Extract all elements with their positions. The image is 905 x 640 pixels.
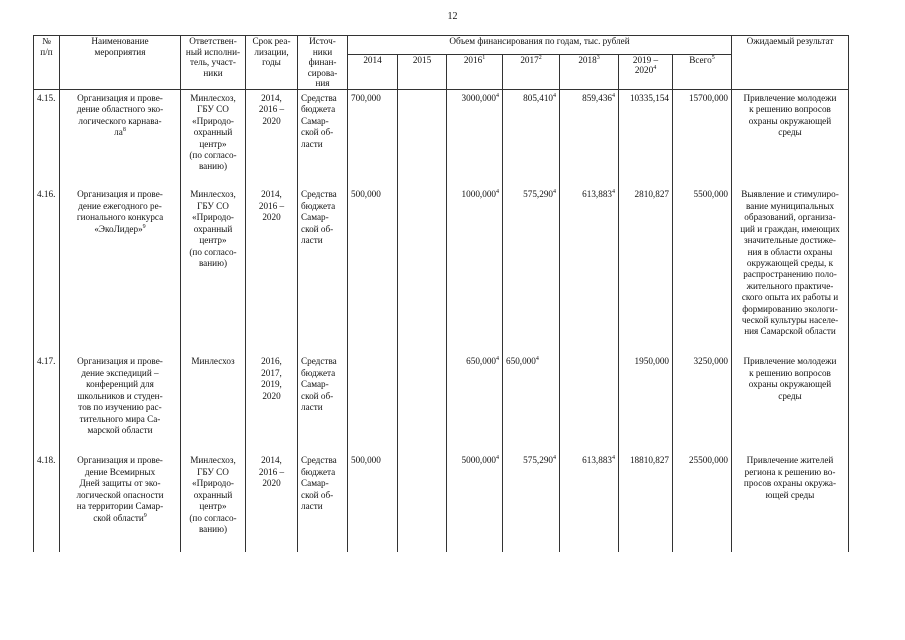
value-2014: 500,000 <box>348 186 398 353</box>
value-2015 <box>398 353 447 452</box>
value-2016: 3000,000$^4$ <box>447 89 503 186</box>
value-2017: 575,290$^4$ <box>503 186 560 353</box>
value-2019-2020: 1950,000 <box>619 353 673 452</box>
value-2017: 805,410$^4$ <box>503 89 560 186</box>
responsible: Минлесхоз, ГБУ СО «Природо- охранный центр» (по согласо- ванию) <box>181 452 246 552</box>
value-total: 15700,000 <box>673 89 732 186</box>
value-total: 5500,000 <box>673 186 732 353</box>
row-number: 4.18. <box>34 452 60 552</box>
responsible: Минлесхоз <box>181 353 246 452</box>
measure-name: Организация и прове- дение ежегодного ре- гионального конкурса «ЭкоЛидер»$^9$ <box>60 186 181 353</box>
header-total: Всего$^5$ <box>673 54 732 89</box>
row-number: 4.15. <box>34 89 60 186</box>
value-2016: 1000,000$^4$ <box>447 186 503 353</box>
value-2018: 859,436$^4$ <box>560 89 619 186</box>
value-2019-2020: 10335,154 <box>619 89 673 186</box>
header-source: Источ- ники финан- сирова- ния <box>298 36 348 90</box>
financing-table <box>33 35 849 552</box>
table-row <box>34 186 849 353</box>
value-2019-2020: 18810,827 <box>619 452 673 552</box>
funding-source: Средства бюджета Самар- ской об- ласти <box>298 89 348 186</box>
value-2015 <box>398 89 447 186</box>
value-2017: 575,290$^4$ <box>503 452 560 552</box>
header-year-2016: 2016$^1$ <box>447 54 503 89</box>
term: 2016, 2017, 2019, 2020 <box>246 353 298 452</box>
term: 2014, 2016 – 2020 <box>246 186 298 353</box>
header-responsible: Ответствен- ный исполни- тель, участ- ники <box>181 36 246 90</box>
row-number: 4.17. <box>34 353 60 452</box>
value-2014: 500,000 <box>348 452 398 552</box>
responsible: Минлесхоз, ГБУ СО «Природо- охранный центр» (по согласо- ванию) <box>181 89 246 186</box>
value-2015 <box>398 186 447 353</box>
value-total: 25500,000 <box>673 452 732 552</box>
measure-name: Организация и прове- дение Всемирных Дней защиты от эко- логической опасности на территории Самар- ской области$^9$ <box>60 452 181 552</box>
value-2014: 700,000 <box>348 89 398 186</box>
table-row <box>34 353 849 452</box>
value-2017: 650,000$^4$ <box>503 353 560 452</box>
value-2015 <box>398 452 447 552</box>
page-number: 12 <box>447 11 458 22</box>
header-result: Ожидаемый результат <box>732 36 849 90</box>
term: 2014, 2016 – 2020 <box>246 452 298 552</box>
header-year-2017: 2017$^2$ <box>503 54 560 89</box>
header-year-2015: 2015 <box>398 54 447 89</box>
header-num: № п/п <box>34 36 60 90</box>
header-financing: Объем финансирования по годам, тыс. рублей <box>348 36 732 55</box>
row-number: 4.16. <box>34 186 60 353</box>
funding-source: Средства бюджета Самар- ской об- ласти <box>298 186 348 353</box>
value-2018: 613,883$^4$ <box>560 452 619 552</box>
header-year-2014: 2014 <box>348 54 398 89</box>
responsible: Минлесхоз, ГБУ СО «Природо- охранный центр» (по согласо- ванию) <box>181 186 246 353</box>
value-2016: 5000,000$^4$ <box>447 452 503 552</box>
header-term: Срок реа- лизации, годы <box>246 36 298 90</box>
funding-source: Средства бюджета Самар- ской об- ласти <box>298 452 348 552</box>
header-year-2019-2020: 2019 – 2020$^4$ <box>619 54 673 89</box>
expected-result: Привлечение жителей региона к решению во- просов охраны окружа- ющей среды <box>732 452 849 552</box>
value-total: 3250,000 <box>673 353 732 452</box>
table-row <box>34 89 849 186</box>
header-name: Наименование мероприятия <box>60 36 181 90</box>
value-2014 <box>348 353 398 452</box>
term: 2014, 2016 – 2020 <box>246 89 298 186</box>
expected-result: Выявление и стимулиро- вание муниципальных образований, организа- ций и граждан, имеющих значительные достиже- ния в области охраны окружающей среды, к распространению поло- жительного практиче- ского опыта их работы и формированию экологи- ческой культуры населе- ния Самарской области <box>732 186 849 353</box>
value-2016: 650,000$^4$ <box>447 353 503 452</box>
measure-name: Организация и прове- дение экспедиций – конференций для школьников и студен- тов по изучению рас- тительного мира Са- марской области <box>60 353 181 452</box>
header-year-2018: 2018$^3$ <box>560 54 619 89</box>
value-2018 <box>560 353 619 452</box>
expected-result: Привлечение молодежи к решению вопросов охраны окружающей среды <box>732 353 849 452</box>
value-2019-2020: 2810,827 <box>619 186 673 353</box>
table-row <box>34 452 849 552</box>
measure-name: Организация и прове- дение областного эко- логического карнава- $ла^8$ <box>60 89 181 186</box>
funding-source: Средства бюджета Самар- ской об- ласти <box>298 353 348 452</box>
value-2018: 613,883$^4$ <box>560 186 619 353</box>
expected-result: Привлечение молодежи к решению вопросов охраны окружающей среды <box>732 89 849 186</box>
